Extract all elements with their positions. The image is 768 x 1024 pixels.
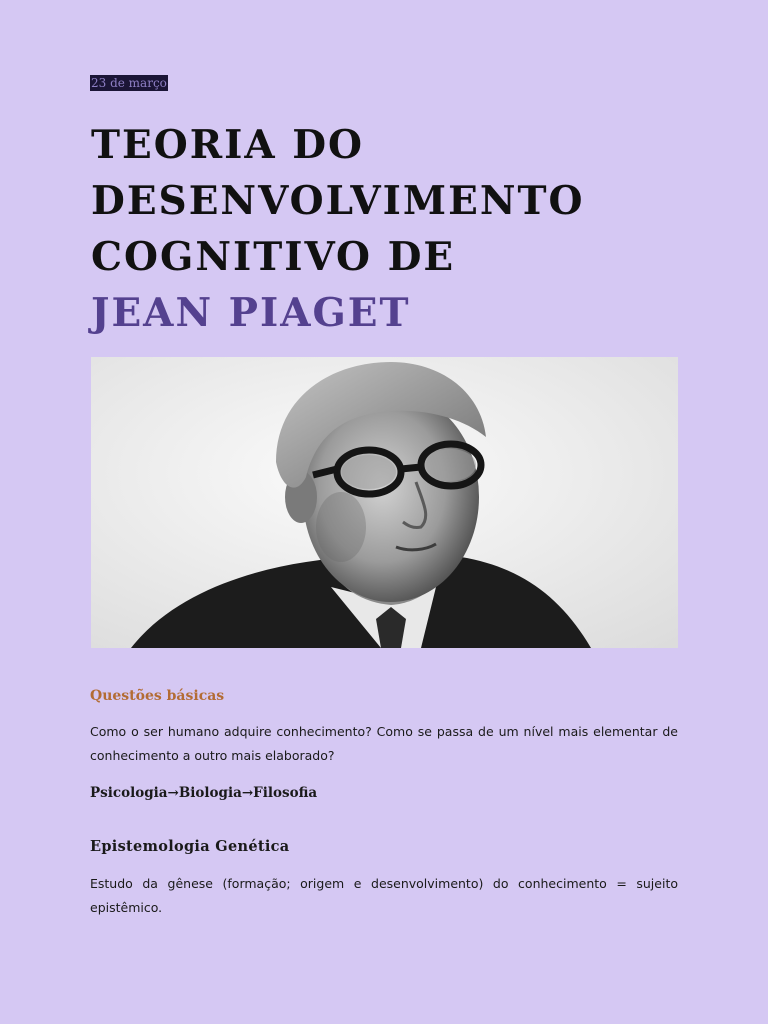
section-heading-genetic-epistemology: Epistemologia Genética [90,838,290,855]
title-line-2: DESENVOLVIMENTO [91,178,585,224]
title-line-1: TEORIA DO [91,122,365,168]
basic-questions-text: Como o ser humano adquire conhecimento? Como se passa de um nível mais elementar de conhecimento a outro mais elaborado? [90,724,678,763]
disciplines-chain: Psicologia→Biologia→Filosofia [90,785,318,801]
genetic-epistemology-text: Estudo da gênese (formação; origem e desenvolvimento) do conhecimento = sujeito epistêmico. [90,876,678,915]
portrait-photo [91,357,678,648]
page-title [91,117,711,341]
title-line-4: JEAN PIAGET [91,290,411,336]
section-heading-basic-questions: Questões básicas [90,688,225,704]
portrait-image [91,357,678,648]
date-badge: 23 de março [91,76,167,90]
title-line-3: COGNITIVO DE [91,234,456,280]
